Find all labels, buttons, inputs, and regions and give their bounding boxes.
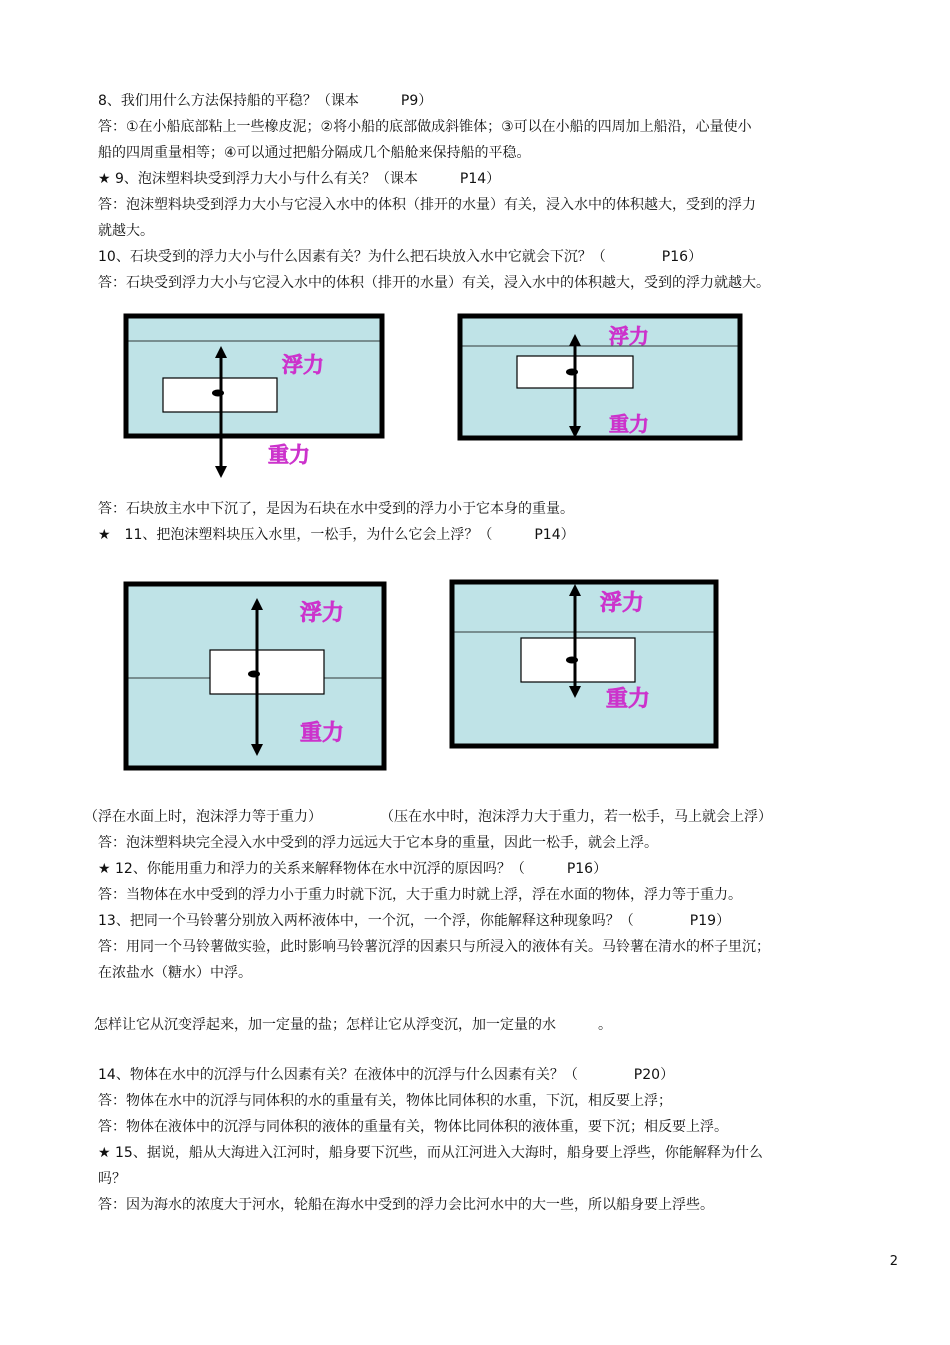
- question-8: 8、我们用什么方法保持船的平稳？（课本 P9）: [98, 93, 433, 109]
- force-point: [248, 671, 260, 678]
- force-point: [566, 657, 578, 664]
- answer-10-line-1: 答：石块受到浮力大小与它浸入水中的体积（排开的水量）有关，浸入水中的体积越大，受到的浮力就越大。: [98, 275, 770, 291]
- answer-13-line-1: 答：用同一个马铃薯做实验，此时影响马铃薯沉浮的因素只与所浸入的液体有关。马铃薯在清水的杯子里沉；: [98, 939, 770, 955]
- question-13: 13、把同一个马铃薯分别放入两杯液体中，一个沉，一个浮，你能解释这种现象吗？（ P19）: [98, 913, 731, 929]
- question-15-line-1: ★ 15、据说，船从大海进入江河时，船身要下沉些，而从江河进入大海时，船身要上浮些，你能解释为什么: [98, 1145, 763, 1161]
- question-15-line-2: 吗？: [98, 1171, 126, 1187]
- gravity-label: 重力: [609, 412, 649, 436]
- answer-14-line-2: 答：物体在液体中的沉浮与同体积的液体的重量有关，物体比同体积的液体重，要下沉；相反要上浮。: [98, 1119, 728, 1135]
- buoyancy-label: 浮力: [282, 353, 324, 377]
- foam-block: [210, 650, 324, 694]
- figure-stone-balance: [444, 308, 760, 446]
- caption-pressed: （压在水中时，泡沫浮力大于重力，若一松手，马上就会上浮）: [380, 809, 772, 825]
- tank: [126, 316, 382, 436]
- force-point: [566, 369, 578, 376]
- buoyancy-label: 浮力: [600, 591, 645, 616]
- force-point: [212, 390, 224, 397]
- answer-14-line-1: 答：物体在水中的沉浮与同体积的水的重量有关，物体比同体积的水重，下沉，相反要上浮；: [98, 1093, 672, 1109]
- gravity-label: 重力: [268, 443, 310, 467]
- question-12: ★ 12、你能用重力和浮力的关系来解释物体在水中沉浮的原因吗？（ P16）: [98, 861, 608, 877]
- answer-12: 答：当物体在水中受到的浮力小于重力时就下沉，大于重力时就上浮，浮在水面的物体，浮力等于重力。: [98, 887, 742, 903]
- arrow-head-down: [215, 466, 227, 478]
- figure-stone-sinking: [86, 296, 422, 482]
- answer-8-line-2: 船的四周重量相等；④可以通过把船分隔成几个船舱来保持船的平稳。: [98, 145, 531, 161]
- buoyancy-label: 浮力: [609, 324, 649, 348]
- answer-13-line-3: 怎样让它从沉变浮起来，加一定量的盐；怎样让它从浮变沉，加一定量的水 。: [94, 1017, 612, 1033]
- figure-foam-equal: [114, 576, 398, 776]
- page-number: 2: [889, 1254, 898, 1269]
- question-14: 14、物体在水中的沉浮与什么因素有关？在液体中的沉浮与什么因素有关？（ P20）: [98, 1067, 675, 1083]
- caption-floating: （浮在水面上时，泡沫浮力等于重力）: [84, 809, 322, 825]
- buoyancy-label: 浮力: [300, 601, 345, 626]
- question-10: 10、石块受到的浮力大小与什么因素有关？为什么把石块放入水中它就会下沉？（ P16）: [98, 249, 703, 265]
- gravity-label: 重力: [300, 721, 345, 746]
- answer-13-line-2: 在浓盐水（糖水）中浮。: [98, 965, 252, 981]
- question-11: ★ 11、把泡沫塑料块压入水里，一松手，为什么它会上浮？（ P14）: [98, 527, 575, 543]
- answer-9-line-2: 就越大。: [98, 223, 154, 239]
- question-9: ★ 9、泡沫塑料块受到浮力大小与什么有关？（课本 P14）: [98, 171, 501, 187]
- figure-foam-pressed: [444, 576, 724, 750]
- answer-15: 答：因为海水的浓度大于河水，轮船在海水中受到的浮力会比河水中的大一些，所以船身要上浮些。: [98, 1197, 714, 1213]
- answer-9-line-1: 答：泡沫塑料块受到浮力大小与它浸入水中的体积（排开的水量）有关，浸入水中的体积越大，受到的浮力: [98, 197, 756, 213]
- answer-10-line-2: 答：石块放主水中下沉了，是因为石块在水中受到的浮力小于它本身的重量。: [98, 501, 574, 517]
- answer-11: 答：泡沫塑料块完全浸入水中受到的浮力远远大于它本身的重量，因此一松手，就会上浮。: [98, 835, 658, 851]
- gravity-label: 重力: [606, 687, 651, 712]
- answer-8-line-1: 答：①在小船底部粘上一些橡皮泥；②将小船的底部做成斜锥体；③可以在小船的四周加上船沿，心量使小: [98, 119, 752, 135]
